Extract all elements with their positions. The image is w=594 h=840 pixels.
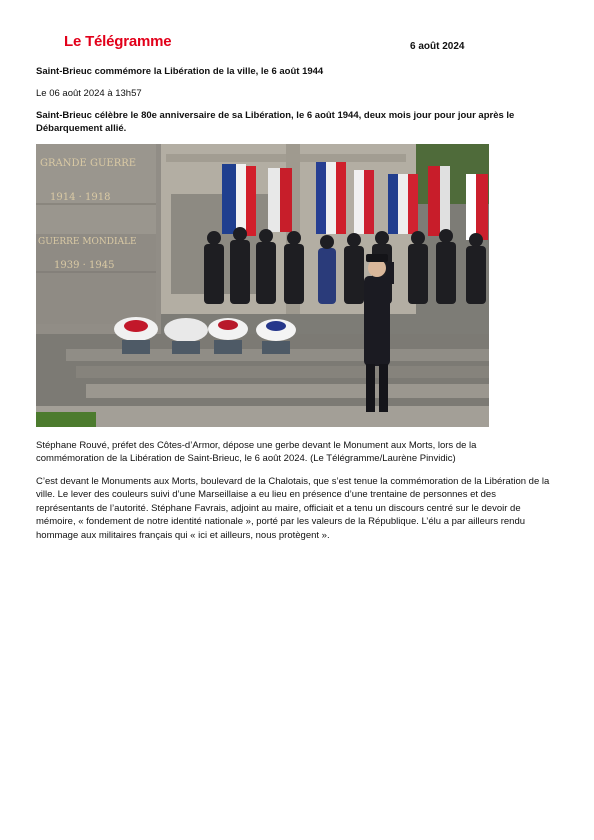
article-photo: [36, 144, 489, 427]
monument-inscription-line-4: 1939 · 1945: [54, 260, 115, 271]
monument-inscription-line-1: GRANDE GUERRE: [40, 158, 137, 169]
article-headline: Saint-Brieuc commémore la Libération de la ville, le 6 août 1944: [36, 66, 324, 77]
ceremony-photo-illustration: [36, 144, 489, 427]
monument-inscription-line-2: 1914 · 1918: [50, 192, 111, 203]
article-byline: Le 06 août 2024 à 13h57: [36, 88, 142, 99]
monument-inscription-line-3: GUERRE MONDIALE: [38, 237, 137, 247]
newspaper-logo: Le Télégramme: [64, 33, 172, 50]
header-date: 6 août 2024: [410, 41, 465, 52]
photo-caption: Stéphane Rouvé, préfet des Côtes-d’Armor, dépose une gerbe devant le Monument aux Morts, lors de la commémoration de la Libération de Saint-Brieuc, le 6 août 2024. (Le Télégramme/Laurène Pinvidic): [36, 440, 477, 465]
article-body: C’est devant le Monuments aux Morts, boulevard de la Chalotais, que s’est tenue la commémoration de la Libération de la ville. Le lever des couleurs suivi d’une Marseillaise a eu lieu en présence d’une trentaine de personnes et des représentants de l’autorité. Stéphane Favrais, adjoint au maire, officiait et a tenu un discours centré sur le devoir de mémoire, « fondement de notre identité nationale », porté par les valeurs de la République. L’élu a par ailleurs rendu hommage aux militaires français qui « ici et ailleurs, nous protègent ».: [36, 476, 550, 541]
article-lede: Saint-Brieuc célèbre le 80e anniversaire de sa Libération, le 6 août 1944, deux mois jour pour jour après le Débarquement allié.: [36, 110, 515, 135]
